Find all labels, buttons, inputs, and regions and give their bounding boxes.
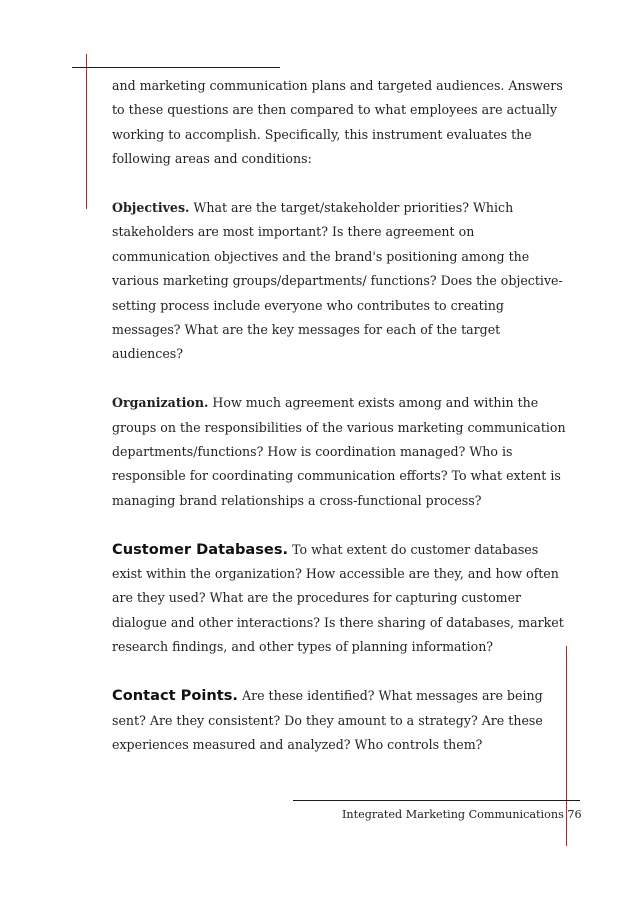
organization-heading: Organization.: [112, 395, 209, 411]
intro-paragraph: and marketing communication plans and targeted audiences. Answers to these questions are then compared to what employees are actually working to accomplish. Specifically, this instrument evaluates the following areas and conditions:: [112, 78, 563, 167]
customer-databases-body: To what extent do customer databases exist within the organization? How accessible are they, and how often are they used? What are the procedures for capturing customer dialogue and other interactions? Is there sharing of databases, market research findings, and other types of planning information?: [112, 541, 564, 655]
contact-points-paragraph: [112, 684, 572, 757]
objectives-body: What are the target/stakeholder priorities? Which stakeholders are most important? Is there agreement on communication objectives and the brand's positioning among the various marketing groups/departments/ functions? Does the objective-setting process include everyone who contributes to creating messages? What are the key messages for each of the target audiences?: [112, 200, 563, 362]
objectives-heading: Objectives.: [112, 200, 190, 216]
top-left-horizontal-rule: [72, 67, 280, 68]
customer-databases-heading: Customer Databases.: [112, 540, 289, 558]
bottom-right-horizontal-rule: [293, 800, 580, 801]
objectives-paragraph: [112, 196, 572, 367]
customer-databases-paragraph: [112, 538, 572, 660]
organization-body: How much agreement exists among and within the groups on the responsibilities of the various marketing communication departments/functions? How is coordination managed? Who is responsible for coordinating communication efforts? To what extent is managing brand relationships a cross-functional process?: [112, 395, 566, 508]
page-footer: Integrated Marketing Communications 76: [342, 808, 582, 821]
contact-points-body: Are these identified? What messages are being sent? Are they consistent? Do they amount to a strategy? Are these experiences measured and analyzed? Who controls them?: [112, 688, 543, 752]
top-left-vertical-rule: [86, 54, 87, 209]
organization-paragraph: [112, 391, 572, 513]
contact-points-heading: Contact Points.: [112, 687, 238, 705]
page-body: [112, 74, 572, 782]
